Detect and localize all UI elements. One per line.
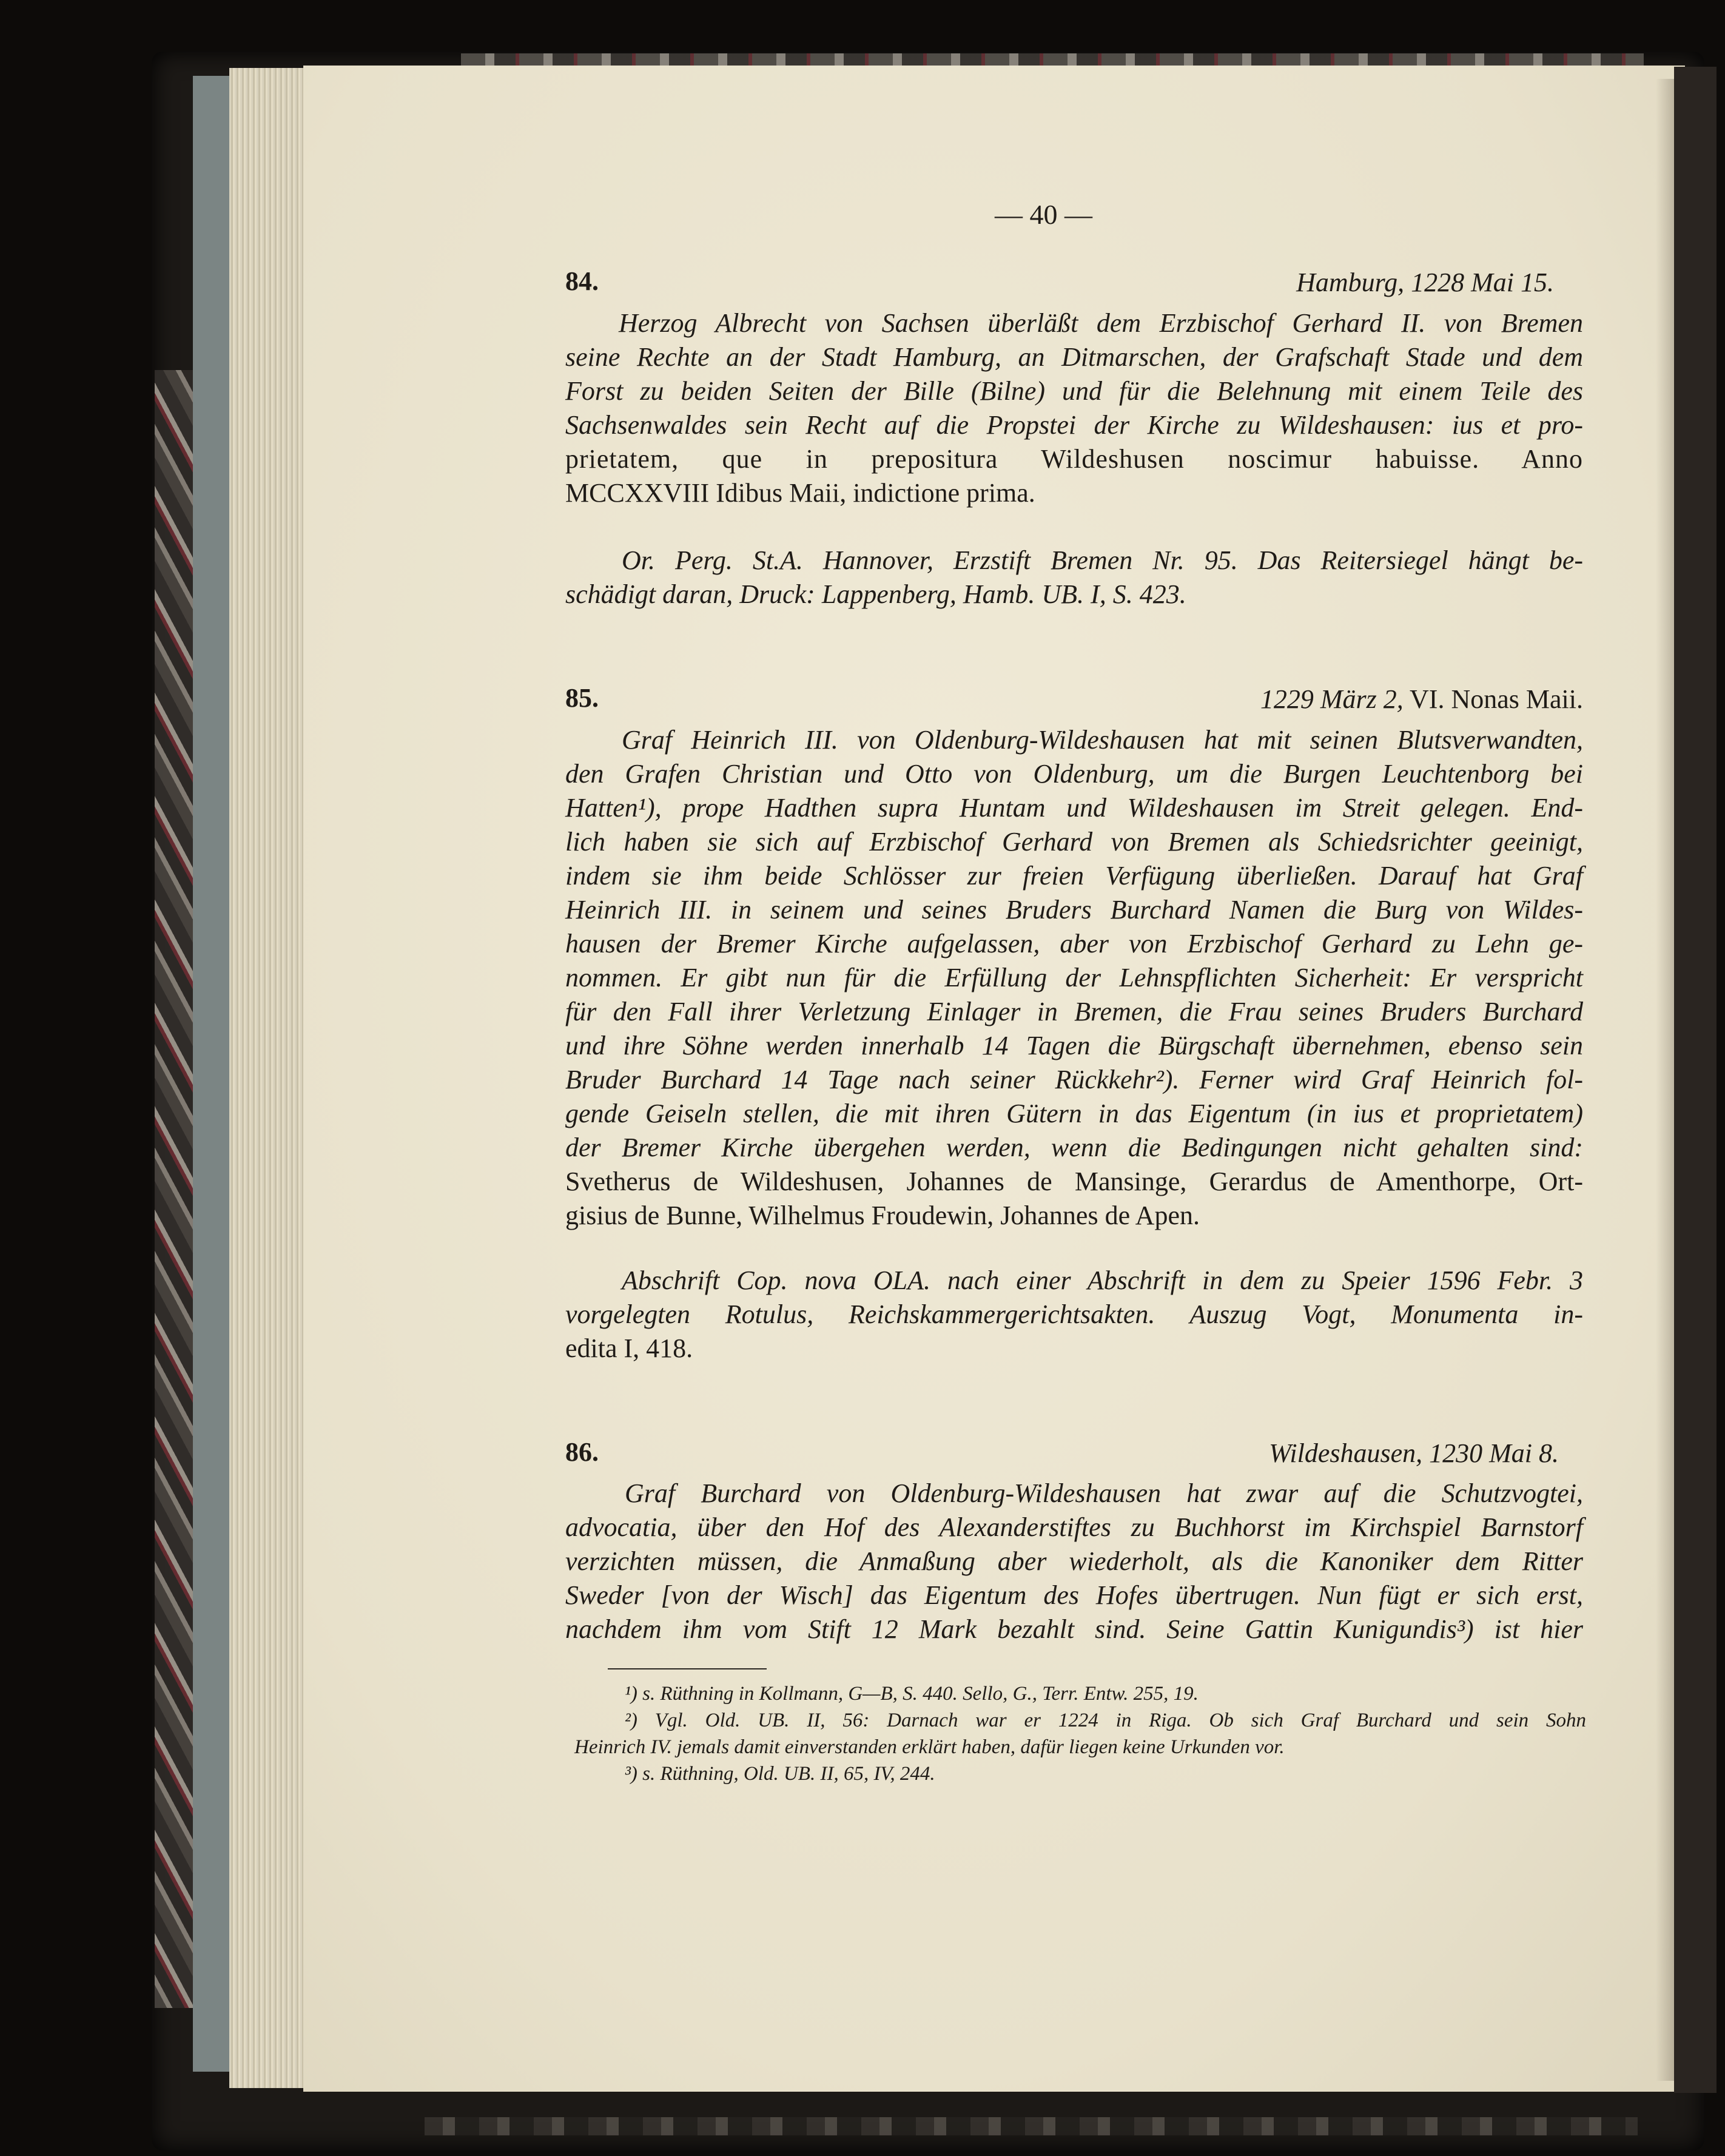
doc-85-date-latin: VI. Nonas Maii. bbox=[1410, 684, 1583, 714]
doc-85-line: nommen. Er gibt nun für die Erfüllung der Lehnspflichten Sicherheit: Er verspricht bbox=[565, 963, 1583, 992]
doc-86-line: verzichten müssen, die Anmaßung aber wiederholt, als die Kanoniker dem Ritter bbox=[565, 1546, 1583, 1576]
doc-85-line: hausen der Bremer Kirche aufgelassen, aber von Erzbischof Gerhard zu Lehn ge- bbox=[565, 929, 1583, 958]
footnote-1: ¹) s. Rüthning in Kollmann, G—B, S. 440. Sello, G., Terr. Entw. 255, 19. bbox=[625, 1683, 1199, 1705]
doc-85-number: 85. bbox=[565, 683, 599, 713]
doc-85-line: indem sie ihm beide Schlösser zur freien Verfügung überließen. Darauf hat Graf bbox=[565, 861, 1583, 891]
doc-85-line: Svetherus de Wildeshusen, Johannes de Mansinge, Gerardus de Amenthorpe, Ort- bbox=[565, 1167, 1583, 1196]
doc-85-source-line: Abschrift Cop. nova OLA. nach einer Abschrift in dem zu Speier 1596 Febr. 3 bbox=[622, 1265, 1583, 1295]
doc-86-place-date: Wildeshausen, 1230 Mai 8. bbox=[1269, 1438, 1559, 1468]
doc-85-line: gende Geiseln stellen, die mit ihren Gütern in das Eigentum (in ius et proprietatem) bbox=[565, 1099, 1583, 1128]
footnote-rule bbox=[608, 1668, 767, 1669]
doc-85-line: den Grafen Christian und Otto von Oldenburg, um die Burgen Leuchtenborg bei bbox=[565, 759, 1583, 789]
footnote-2-cont: Heinrich IV. jemals damit einverstanden erklärt haben, dafür liegen keine Urkunden vor. bbox=[574, 1736, 1285, 1758]
doc-86-line: Graf Burchard von Oldenburg-Wildeshausen hat zwar auf die Schutzvogtei, bbox=[625, 1478, 1583, 1508]
doc-85-line: der Bremer Kirche übergehen werden, wenn die Bedingungen nicht gehalten sind: bbox=[565, 1133, 1583, 1162]
doc-84-line: Forst zu beiden Seiten der Bille (Bilne) und für die Belehnung mit einem Teile des bbox=[565, 376, 1583, 406]
doc-85-line: und ihre Söhne werden innerhalb 14 Tagen die Bürgschaft übernehmen, ebenso sein bbox=[565, 1031, 1583, 1060]
doc-84-source-line: Or. Perg. St.A. Hannover, Erzstift Bremen Nr. 95. Das Reitersiegel hängt be- bbox=[622, 545, 1583, 575]
doc-85-line: für den Fall ihrer Verletzung Einlager in Bremen, die Frau seines Bruders Burchard bbox=[565, 997, 1583, 1026]
doc-85-source-line: vorgelegten Rotulus, Reichskammergerichtsakten. Auszug Vogt, Monumenta in- bbox=[565, 1299, 1583, 1329]
marbled-edge-bottom bbox=[425, 2117, 1638, 2135]
doc-84-line: Sachsenwaldes sein Recht auf die Propstei der Kirche zu Wildeshausen: ius et pro- bbox=[565, 410, 1583, 440]
doc-84-line: Herzog Albrecht von Sachsen überläßt dem Erzbischof Gerhard II. von Bremen bbox=[619, 308, 1583, 338]
footnote-2: ²) Vgl. Old. UB. II, 56: Darnach war er 1224 in Riga. Ob sich Graf Burchard und sein Sohn bbox=[625, 1710, 1586, 1731]
doc-85-source-line: edita I, 418. bbox=[565, 1333, 693, 1363]
doc-85-line: Bruder Burchard 14 Tage nach seiner Rückkehr²). Ferner wird Graf Heinrich fol- bbox=[565, 1065, 1583, 1094]
doc-84-line: prietatem, que in prepositura Wildeshusen noscimur habuisse. Anno bbox=[565, 444, 1583, 474]
doc-85-line: Graf Heinrich III. von Oldenburg-Wildeshausen hat mit seinen Blutsverwandten, bbox=[622, 725, 1583, 755]
doc-84-source-line: schädigt daran, Druck: Lappenberg, Hamb. UB. I, S. 423. bbox=[565, 579, 1186, 609]
spine bbox=[1674, 67, 1717, 2093]
doc-84-line: seine Rechte an der Stadt Hamburg, an Ditmarschen, der Grafschaft Stade und dem bbox=[565, 342, 1583, 372]
doc-86-number: 86. bbox=[565, 1437, 599, 1467]
doc-85-date bbox=[970, 682, 1583, 716]
footnote-3: ³) s. Rüthning, Old. UB. II, 65, IV, 244. bbox=[625, 1763, 935, 1785]
doc-85-line: Hatten¹), prope Hadthen supra Huntam und Wildeshausen im Streit gelegen. End- bbox=[565, 793, 1583, 823]
doc-86-line: Sweder [von der Wisch] das Eigentum des Hofes übertrugen. Nun fügt er sich erst, bbox=[565, 1580, 1583, 1610]
page-number: — 40 — bbox=[995, 199, 1092, 230]
doc-86-line: advocatia, über den Hof des Alexanderstiftes zu Buchhorst im Kirchspiel Barnstorf bbox=[565, 1512, 1583, 1542]
doc-85-line: lich haben sie sich auf Erzbischof Gerhard von Bremen als Schiedsrichter geeinigt, bbox=[565, 827, 1583, 857]
doc-84-place-date: Hamburg, 1228 Mai 15. bbox=[1296, 268, 1554, 297]
doc-85-line: gisius de Bunne, Wilhelmus Froudewin, Johannes de Apen. bbox=[565, 1201, 1200, 1230]
doc-84-line: MCCXXVIII Idibus Maii, indictione prima. bbox=[565, 478, 1035, 508]
doc-86-line: nachdem ihm vom Stift 12 Mark bezahlt sind. Seine Gattin Kunigundis³) ist hier bbox=[565, 1614, 1583, 1644]
doc-85-line: Heinrich III. in seinem und seines Bruders Burchard Namen die Burg von Wildes- bbox=[565, 895, 1583, 925]
doc-85-date-german: 1229 März 2, bbox=[1260, 684, 1404, 714]
doc-84-number: 84. bbox=[565, 266, 599, 296]
